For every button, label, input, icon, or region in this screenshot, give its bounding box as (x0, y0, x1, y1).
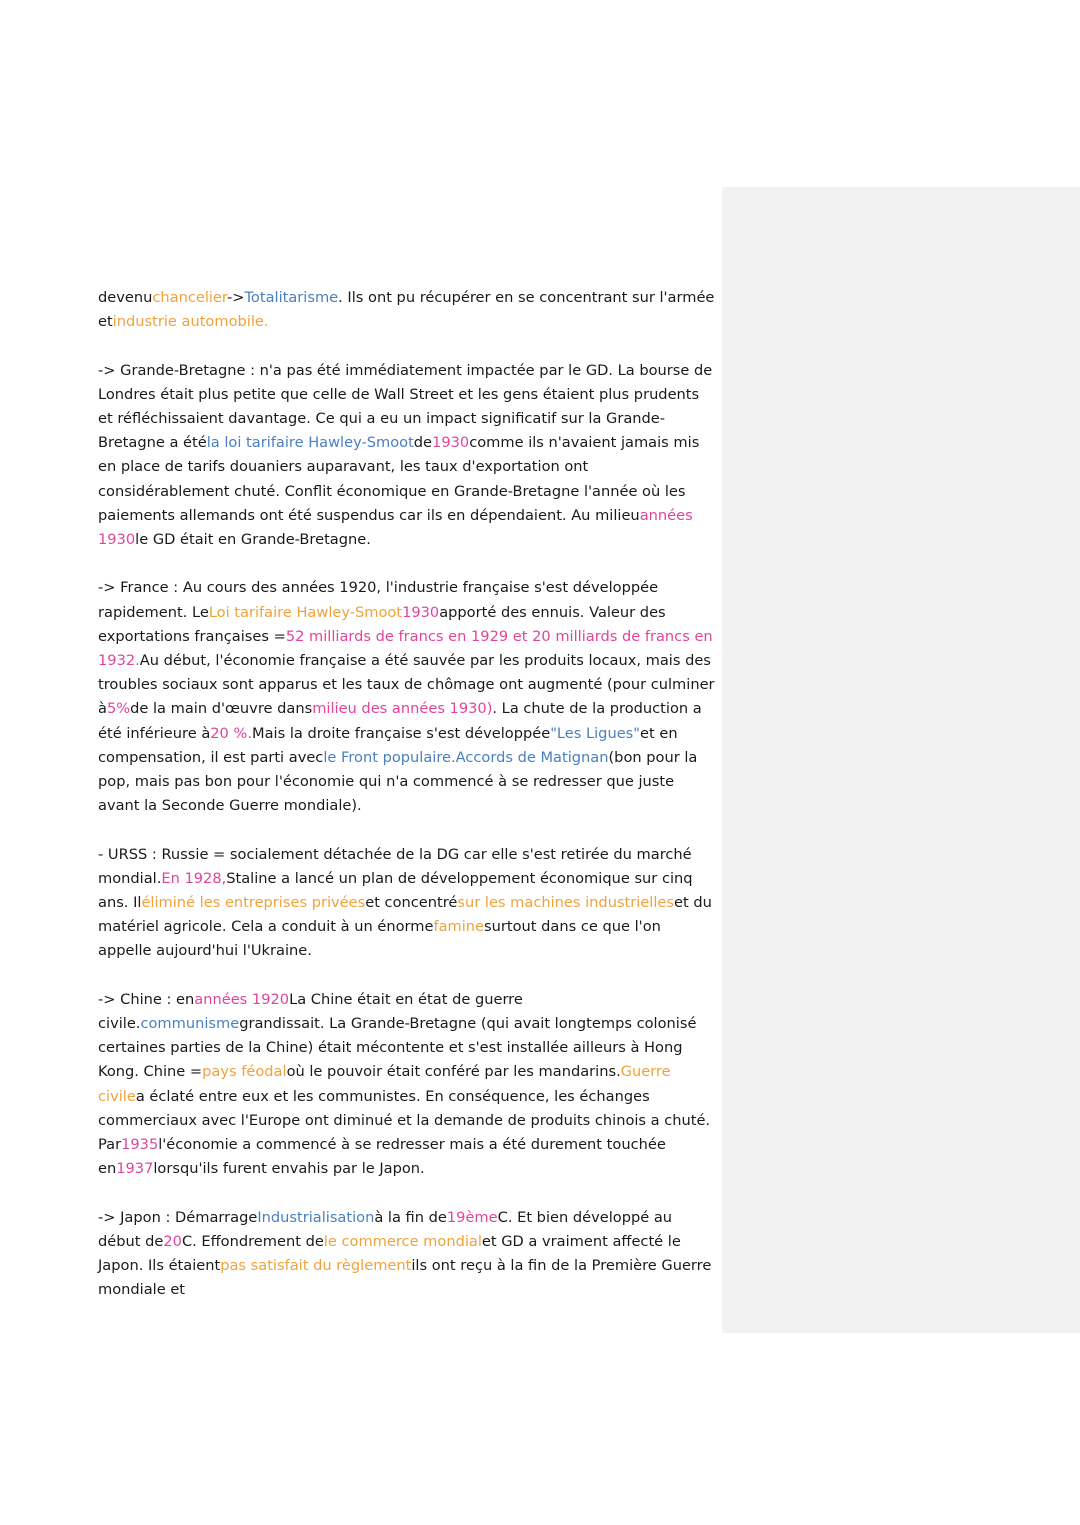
paragraph-france (98, 576, 718, 818)
text-segment: -> France : Au cours des années 1920, l'industrie française s'est développée rapidement. Le (98, 579, 659, 621)
text-segment: surtout dans ce que l'on appelle aujourd'hui l'Ukraine. (98, 918, 661, 960)
highlighted-term: 1935 (121, 1136, 159, 1154)
text-segment: apporté des ennuis. Valeur des exportations françaises = (98, 603, 666, 645)
text-segment: et du matériel agricole. Cela a conduit à un énorme (98, 894, 712, 936)
highlighted-term: Accords de Matignan (455, 748, 609, 766)
text-segment: -> Grande-Bretagne : n'a pas été immédiatement impactée par le GD. La bourse de Londres était plus petite que celle de Wall Street et les gens étaient plus prudents et réfléchissaient davantage. Ce qui a eu un impact significatif sur la Grande-Bretagne a été (98, 361, 713, 452)
text-segment: C. Et bien développé au début de (98, 1208, 673, 1250)
highlighted-term: Totalitarisme (244, 289, 339, 306)
text-segment: La Chine était en état de guerre civile. (98, 990, 523, 1033)
text-segment: et concentré (365, 894, 458, 912)
text-segment: devenu (98, 289, 153, 306)
text-segment: ils ont reçu à la fin de la Première Guerre mondiale et (98, 1257, 712, 1299)
text-segment: . La chute de la production a été inférieure à (98, 700, 702, 742)
text-segment: - URSS : Russie = socialement détachée de la DG car elle s'est retirée du marché mondial. (98, 845, 692, 887)
document-body (98, 286, 718, 1327)
text-segment: et GD a vraiment affecté le Japon. Ils étaient (98, 1232, 681, 1275)
highlighted-term: 1930 (432, 434, 470, 452)
highlighted-term: années 1930 (98, 506, 693, 549)
text-segment: -> Chine : en (98, 990, 195, 1008)
highlighted-term: pays féodal (202, 1063, 287, 1081)
highlighted-term: Loi tarifaire Hawley-Smoot (208, 603, 403, 621)
highlighted-term: "Les Ligues" (550, 724, 640, 742)
highlighted-term: le Front populaire. (323, 748, 456, 766)
highlighted-term: 19ème (446, 1208, 498, 1226)
highlighted-term: Guerre civile (98, 1063, 671, 1105)
text-segment: Staline a lancé un plan de développement économique sur cinq ans. Il (98, 869, 693, 912)
text-segment: Au début, l'économie française a été sauvée par les produits locaux, mais des troubles sociaux sont apparus et les taux de chômage ont augmenté (pour culminer à (98, 652, 715, 718)
paragraph-grande-bretagne (98, 359, 718, 553)
text-segment: l'économie a commencé à se redresser mais a été durement touchée en (98, 1136, 666, 1178)
highlighted-term: chancelier (152, 289, 227, 306)
text-segment: comme ils n'avaient jamais mis en place de tarifs douaniers auparavant, les taux d'exportation ont considérablement chuté. Conflit économique en Grande-Bretagne l'année où les paiements allemands ont été suspendus car ils en dépendaient. Au milieu (98, 434, 700, 524)
highlighted-term: pas satisfait du règlement (220, 1257, 412, 1275)
highlighted-term: éliminé les entreprises privées (141, 894, 366, 912)
highlighted-term: 1937 (116, 1160, 154, 1178)
comment-margin-pane (722, 187, 1080, 1333)
text-segment: de (413, 434, 433, 452)
text-segment: -> Japon : Démarrage (98, 1208, 258, 1226)
text-segment: le GD était en Grande-Bretagne. (135, 531, 371, 549)
highlighted-term: Industrialisation (257, 1208, 375, 1226)
text-segment: lorsqu'ils furent envahis par le Japon. (153, 1160, 425, 1178)
highlighted-term: industrie automobile. (112, 313, 269, 331)
text-segment: . Ils ont pu récupérer en se concentrant sur l'armée et (98, 289, 715, 331)
highlighted-term: milieu des années 1930) (312, 700, 493, 718)
highlighted-term: sur les machines industrielles (457, 894, 674, 912)
highlighted-term: le commerce mondial (323, 1232, 482, 1250)
highlighted-term: 20 %. (210, 724, 252, 742)
text-segment: (bon pour la pop, mais pas bon pour l'économie qui n'a commencé à se redresser que juste avant la Seconde Guerre mondiale). (98, 748, 698, 815)
paragraph-chine (98, 988, 718, 1182)
text-segment: grandissait. La Grande-Bretagne (qui avait longtemps colonisé certaines parties de la Chine) était mécontente et s'est installée ailleurs à Hong Kong. Chine = (98, 1015, 697, 1081)
paragraph-japon (98, 1206, 718, 1303)
highlighted-term: communisme (140, 1015, 240, 1033)
highlighted-term: En 1928, (161, 869, 227, 887)
paragraph-intro (98, 286, 718, 334)
highlighted-term: 5% (106, 700, 131, 718)
text-segment: a éclaté entre eux et les communistes. En conséquence, les échanges commerciaux avec l'Europe ont diminué et la demande de produits chinois a chuté. Par (98, 1087, 711, 1154)
text-segment: Mais la droite française s'est développée (251, 724, 551, 742)
paragraph-urss (98, 843, 718, 964)
highlighted-term: 20 (163, 1232, 182, 1250)
highlighted-term: famine (433, 918, 485, 936)
text-segment: à la fin de (374, 1208, 447, 1226)
text-segment: -> (226, 289, 245, 306)
text-segment: de la main d'œuvre dans (130, 700, 313, 718)
highlighted-term: années 1920 (194, 990, 290, 1008)
text-segment: où le pouvoir était conféré par les mandarins. (286, 1063, 621, 1081)
highlighted-term: 52 milliards de francs en 1929 et 20 milliards de francs en 1932. (98, 627, 713, 670)
text-segment: et en compensation, il est parti avec (98, 724, 678, 766)
highlighted-term: 1930 (402, 603, 440, 621)
text-segment: C. Effondrement de (181, 1232, 324, 1250)
highlighted-term: la loi tarifaire Hawley-Smoot (206, 434, 414, 452)
